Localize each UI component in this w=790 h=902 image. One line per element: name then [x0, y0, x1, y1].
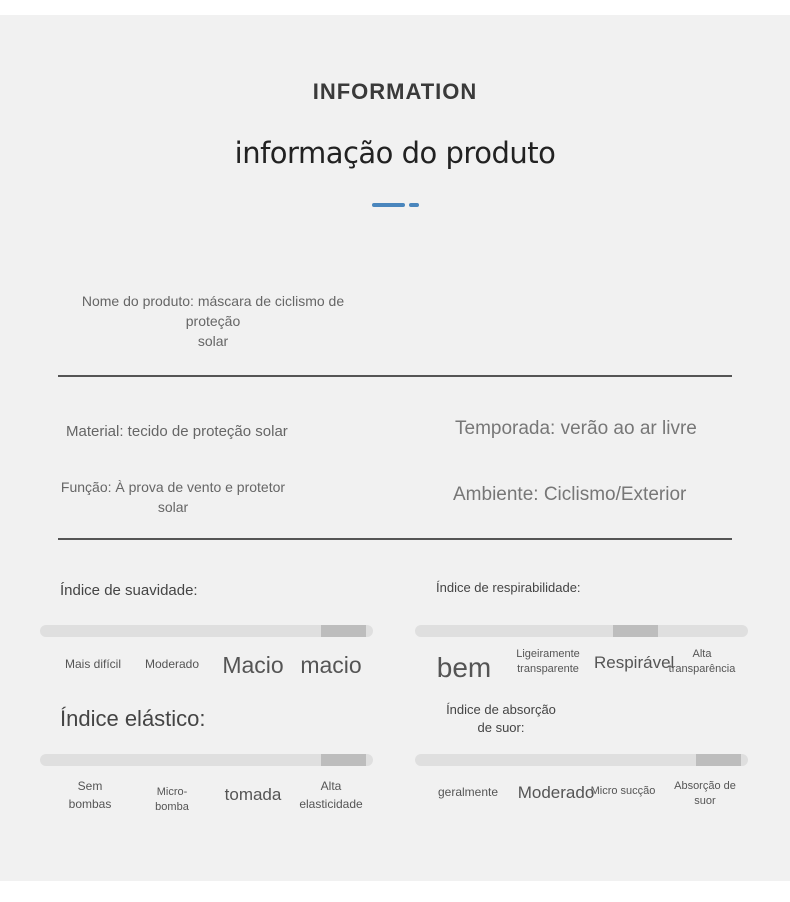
sweat-title: Índice de absorção de suor: — [446, 702, 556, 735]
divider-bottom — [58, 538, 732, 540]
softness-option-2: Moderado — [144, 657, 200, 671]
softness-track — [40, 625, 373, 637]
title-accent-dot — [409, 203, 419, 207]
breathability-option-2: Ligeiramente transparente — [516, 648, 580, 675]
breathability-track — [415, 625, 748, 637]
sweat-track — [415, 754, 748, 766]
breathability-option-4: Alta transparência — [668, 648, 736, 675]
page-title: informação do produto — [234, 136, 556, 170]
spec-environment: Ambiente: Ciclismo/Exterior — [453, 484, 687, 505]
sweat-option-3: Micro sucção — [590, 785, 656, 797]
spec-function-line1: Função: À prova de vento e protetor — [60, 479, 286, 495]
sweat-indicator — [696, 754, 741, 766]
product-name — [58, 291, 368, 351]
elasticity-option-4: Alta elasticidade — [299, 779, 363, 811]
product-name-line1: Nome do produto: máscara de ciclismo de proteção — [81, 293, 345, 329]
section-kicker: INFORMATION — [312, 79, 478, 104]
softness-option-1: Mais difícil — [64, 657, 121, 671]
breathability-option-3: Respirável — [594, 653, 675, 672]
breathability-title: Índice de respirabilidade: — [436, 580, 581, 595]
softness-option-3: Macio — [222, 652, 284, 678]
title-accent-bar — [372, 203, 405, 207]
softness-option-4: macio — [300, 652, 362, 678]
softness-title: Índice de suavidade: — [60, 582, 198, 599]
elasticity-indicator — [321, 754, 366, 766]
elasticity-option-2: Micro-bomba — [155, 786, 189, 813]
softness-indicator — [321, 625, 366, 637]
breathability-option-1: bem — [436, 652, 492, 683]
elasticity-option-3: tomada — [224, 785, 282, 804]
spec-material: Material: tecido de proteção solar — [66, 423, 288, 440]
spec-function — [58, 477, 288, 517]
spec-function-line2: solar — [157, 499, 189, 515]
sweat-option-2: Moderado — [517, 783, 595, 802]
spec-season: Temporada: verão ao ar livre — [455, 418, 697, 439]
breathability-indicator — [613, 625, 658, 637]
sweat-option-4: Absorção de suor — [674, 780, 736, 807]
sweat-option-1: geralmente — [437, 785, 499, 799]
divider-top — [58, 375, 732, 377]
elasticity-title: Índice elástico: — [60, 706, 206, 731]
product-name-line2: solar — [197, 333, 229, 349]
elasticity-track — [40, 754, 373, 766]
elasticity-option-1: Sem bombas — [68, 779, 112, 811]
